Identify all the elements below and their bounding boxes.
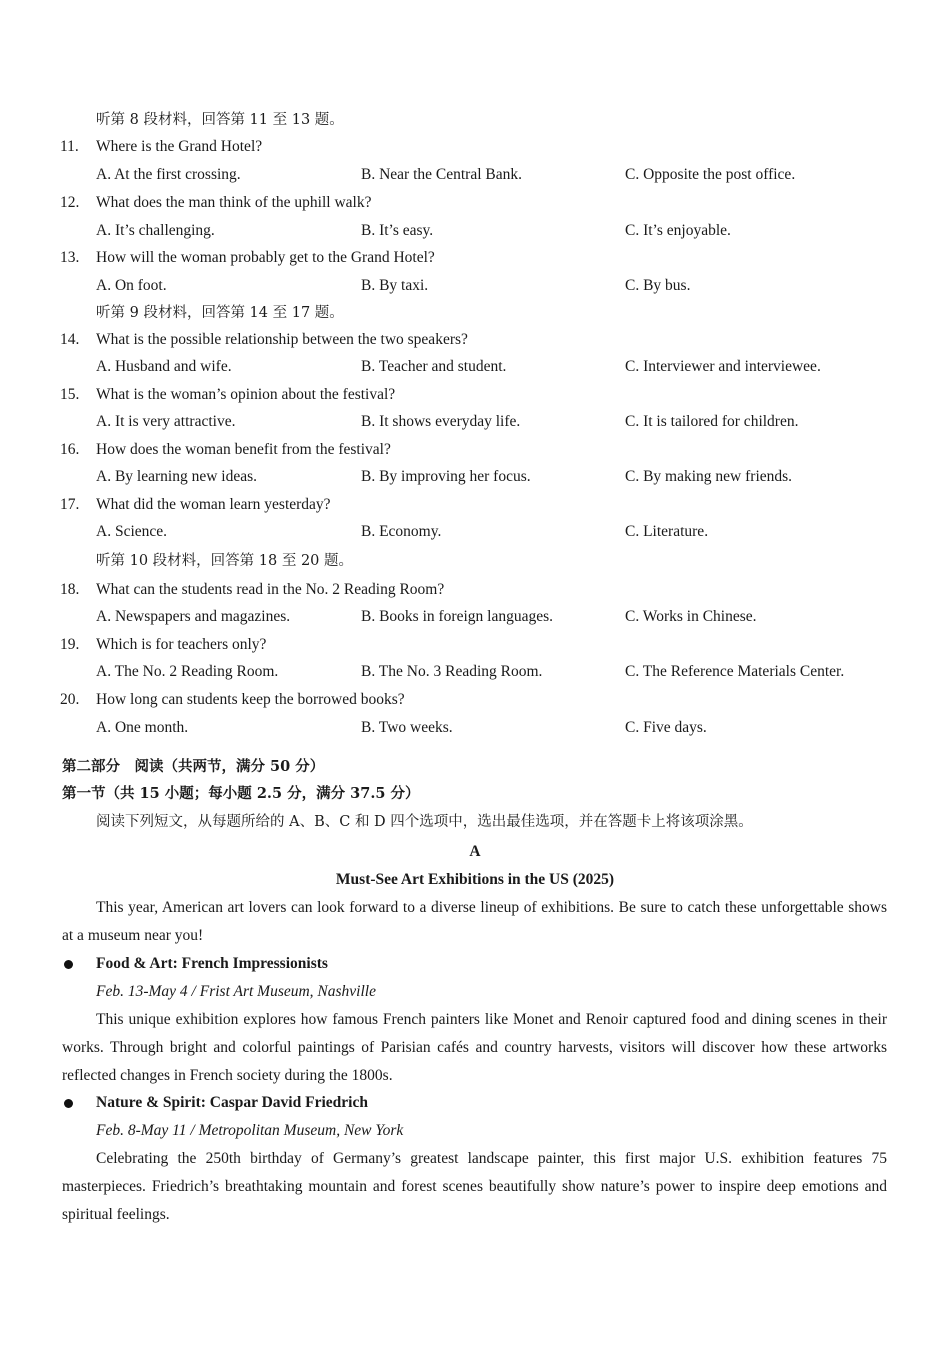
reading-instruction: 阅读下列短文，从每题所给的 A、B、C 和 D 四个选项中，选出最佳选项，并在答题卡上将该项涂黑。 xyxy=(96,814,753,830)
option-b: B. Two weeks. xyxy=(361,719,453,736)
option-a: A. On foot. xyxy=(96,277,167,294)
option-c: C. The Reference Materials Center. xyxy=(625,663,845,680)
section-10-intro: 听第 10 段材料，回答第 18 至 20 题。 xyxy=(96,553,354,569)
option-c: C. Opposite the post office. xyxy=(625,166,796,183)
option-a: A. Husband and wife. xyxy=(96,358,232,375)
question-number: 20. xyxy=(60,691,80,708)
question-number: 19. xyxy=(60,636,80,653)
question-number: 16. xyxy=(60,441,80,458)
question-number: 18. xyxy=(60,581,80,598)
option-c: C. By bus. xyxy=(625,277,691,294)
option-c: C. Literature. xyxy=(625,523,709,540)
passage-intro: This year, American art lovers can look forward to a diverse lineup of exhibitions. Be sure to catch these unforgettable shows at a museum near you! xyxy=(62,899,887,944)
option-b: B. Economy. xyxy=(361,523,442,540)
option-a: A. One month. xyxy=(96,719,189,736)
option-c: C. By making new friends. xyxy=(625,468,793,485)
question-number: 14. xyxy=(60,331,80,348)
question-stem: Which is for teachers only? xyxy=(96,636,267,653)
question-number: 11. xyxy=(60,138,79,155)
option-b: B. By taxi. xyxy=(361,277,429,294)
option-c: C. Five days. xyxy=(625,719,707,736)
question-stem: What is the woman’s opinion about the festival? xyxy=(96,386,396,403)
exhibition-description: This unique exhibition explores how famous French painters like Monet and Renoir captured food and dining scenes in their works. Through bright and colorful paintings of Parisian cafés and country harvests, visitors will discover how these artworks reflected changes in French society during the 1800s. xyxy=(62,1011,887,1084)
option-a: A. By learning new ideas. xyxy=(96,468,257,485)
question-stem: What can the students read in the No. 2 Reading Room? xyxy=(96,581,445,598)
section-9-intro: 听第 9 段材料，回答第 14 至 17 题。 xyxy=(96,305,344,321)
bullet-icon xyxy=(64,1099,73,1108)
section-8-intro: 听第 8 段材料，回答第 11 至 13 题。 xyxy=(96,112,344,128)
option-c: C. It’s enjoyable. xyxy=(625,222,731,239)
section-one-title: 第一节（共 15 小题；每小题 2.5 分，满分 37.5 分） xyxy=(62,785,420,802)
option-a: A. Science. xyxy=(96,523,168,540)
question-number: 17. xyxy=(60,496,80,513)
question-number: 13. xyxy=(60,249,80,266)
option-c: C. It is tailored for children. xyxy=(625,413,799,430)
option-b: B. Teacher and student. xyxy=(361,358,507,375)
question-stem: Where is the Grand Hotel? xyxy=(96,138,263,155)
option-a: A. It’s challenging. xyxy=(96,222,215,239)
passage-letter: A xyxy=(469,843,481,860)
option-b: B. Books in foreign languages. xyxy=(361,608,554,625)
exhibition-title: Food & Art: French Impressionists xyxy=(96,955,328,972)
question-stem: What did the woman learn yesterday? xyxy=(96,496,331,513)
question-stem: How long can students keep the borrowed books? xyxy=(96,691,405,708)
option-a: A. Newspapers and magazines. xyxy=(96,608,291,625)
option-b: B. Near the Central Bank. xyxy=(361,166,522,183)
question-stem: What is the possible relationship between the two speakers? xyxy=(96,331,468,348)
question-stem: How will the woman probably get to the Grand Hotel? xyxy=(96,249,435,266)
question-stem: How does the woman benefit from the festival? xyxy=(96,441,391,458)
part-two-title: 第二部分 阅读（共两节，满分 50 分） xyxy=(62,758,325,775)
option-b: B. By improving her focus. xyxy=(361,468,531,485)
option-b: B. It shows everyday life. xyxy=(361,413,521,430)
bullet-icon xyxy=(64,960,73,969)
option-b: B. It’s easy. xyxy=(361,222,434,239)
option-a: A. At the first crossing. xyxy=(96,166,241,183)
option-c: C. Works in Chinese. xyxy=(625,608,757,625)
option-c: C. Interviewer and interviewee. xyxy=(625,358,821,375)
exhibition-title: Nature & Spirit: Caspar David Friedrich xyxy=(96,1094,368,1111)
exhibition-description: Celebrating the 250th birthday of Germany’s greatest landscape painter, this first major U.S. exhibition features 75 masterpieces. Friedrich’s breathtaking mountain and forest scenes beautifully show nature’s power to inspire deep emotions and spiritual feelings. xyxy=(62,1150,887,1223)
passage-title: Must-See Art Exhibitions in the US (2025) xyxy=(335,871,615,888)
exhibition-info: Feb. 13-May 4 / Frist Art Museum, Nashville xyxy=(96,983,376,1000)
option-a: A. It is very attractive. xyxy=(96,413,236,430)
question-stem: What does the man think of the uphill walk? xyxy=(96,194,372,211)
exhibition-info: Feb. 8-May 11 / Metropolitan Museum, New York xyxy=(96,1122,404,1139)
option-b: B. The No. 3 Reading Room. xyxy=(361,663,543,680)
option-a: A. The No. 2 Reading Room. xyxy=(96,663,279,680)
question-number: 15. xyxy=(60,386,80,403)
question-number: 12. xyxy=(60,194,80,211)
